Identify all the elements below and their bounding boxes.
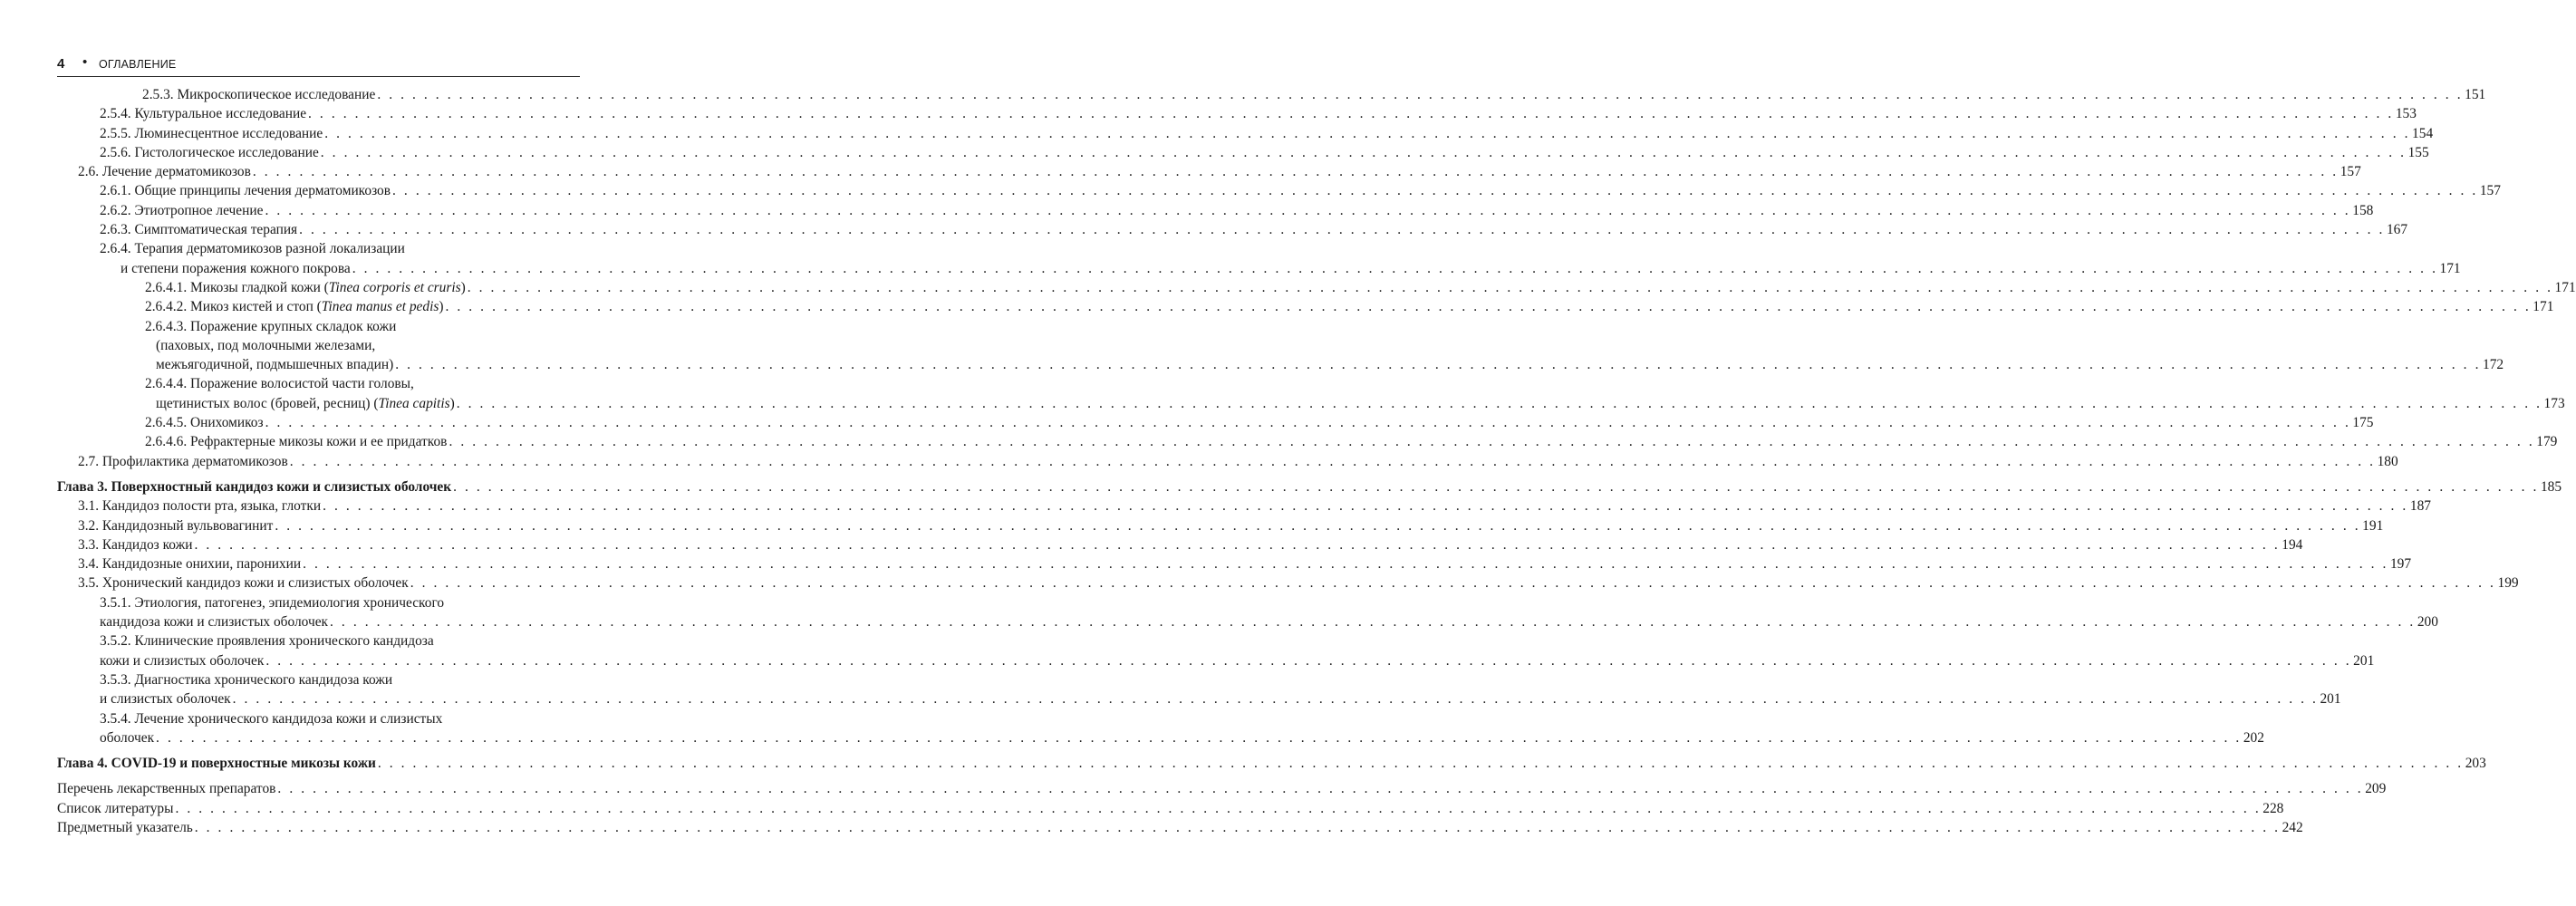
toc-entry-page: 202 — [2243, 729, 2264, 746]
toc-entry-page: 171 — [2554, 279, 2576, 295]
toc-entry-2-5-4 — [57, 104, 2417, 123]
toc-entry-text: Список литературы — [57, 800, 174, 816]
leader-dots — [395, 355, 2481, 374]
toc-entry-page: 154 — [2412, 125, 2434, 141]
toc-entry-text: 2.5.6. Гистологическое исследование — [100, 144, 319, 160]
table-of-contents — [57, 85, 2576, 837]
latin-term: Tinea corporis et cruris — [328, 279, 461, 295]
leader-dots — [457, 394, 2542, 413]
leader-dots — [449, 432, 2534, 451]
toc-entry-2-6-4-4 — [57, 374, 2565, 413]
toc-entry-page: 209 — [2365, 781, 2387, 797]
toc-entry-2-6-4-2 — [57, 297, 2554, 316]
leader-dots — [299, 220, 2385, 239]
toc-entry-2-6-4-1 — [57, 278, 2576, 297]
toc-entry-text: 3.3. Кандидоз кожи — [78, 536, 193, 553]
toc-entry-page: 158 — [2352, 202, 2374, 218]
toc-entry-text: 2.6.4.5. Онихомикоз — [145, 415, 264, 431]
toc-entry-page: 197 — [2389, 556, 2412, 573]
toc-entry-page: 242 — [2282, 819, 2303, 835]
toc-entry-2-7 — [57, 452, 2398, 471]
toc-entry-page: 201 — [2353, 652, 2375, 669]
toc-entry-text: 2.5.4. Культуральное исследование — [100, 106, 307, 122]
toc-entry-page: 157 — [2340, 164, 2361, 180]
toc-entry-3-5-2 — [57, 631, 2375, 670]
toc-entry-2-6-4-5 — [57, 413, 2374, 432]
leader-dots — [377, 85, 2463, 104]
running-header — [57, 54, 580, 77]
latin-term: Tinea manus et pedis — [321, 299, 439, 315]
toc-entry-drug-list — [57, 779, 2387, 798]
toc-entry-page: 171 — [2439, 260, 2461, 276]
toc-entry-text: 3.5.3. Диагностика хронического кандидоза кожи — [100, 671, 393, 688]
toc-entry-text: 2.5.3. Микроскопическое исследование — [142, 87, 376, 102]
toc-entry-text-cont: и степени поражения кожного покрова — [121, 260, 351, 276]
leader-dots — [265, 201, 2350, 220]
toc-chapter-title: Глава 4. COVID-19 и поверхностные микозы кожи — [57, 756, 376, 772]
leader-dots — [194, 535, 2280, 554]
toc-entry-page: 199 — [2497, 575, 2519, 592]
toc-entry-page: 194 — [2282, 536, 2303, 553]
toc-entry-text-cont: щетинистых волос (бровей, ресниц) (Tinea capitis) — [156, 395, 455, 411]
toc-entry-2-6-3 — [57, 220, 2408, 239]
toc-entry-3-4 — [57, 554, 2412, 573]
toc-entry-text-cont: и слизистых оболочек — [100, 691, 231, 708]
toc-entry-text: 2.6.2. Этиотропное лечение — [100, 202, 264, 218]
toc-entry-text: 3.4. Кандидозные онихии, паронихии — [78, 556, 302, 573]
toc-entry-text: 2.6.4.6. Рефрактерные микозы кожи и ее придатков — [145, 434, 448, 450]
toc-entry-page: 187 — [2409, 498, 2431, 515]
leader-dots — [175, 799, 2261, 818]
leader-dots — [392, 181, 2478, 200]
leader-dots — [265, 413, 2351, 432]
toc-entry-page: 155 — [2407, 144, 2429, 160]
toc-entry-2-6-4 — [57, 239, 2461, 278]
toc-chapter-title: Глава 3. Поверхностный кандидоз кожи и слизистых оболочек — [57, 478, 452, 495]
toc-entry-page: 203 — [2465, 756, 2486, 772]
toc-entry-page: 185 — [2540, 478, 2562, 495]
toc-entry-page: 180 — [2377, 453, 2398, 469]
toc-entry-2-6-4-3 — [57, 317, 2504, 375]
toc-entry-chapter-4 — [57, 754, 2486, 773]
toc-entry-text: 2.7. Профилактика дерматомикозов — [78, 453, 288, 469]
toc-entry-text-cont: межъягодичной, подмышечных впадин) — [156, 357, 394, 373]
leader-dots — [195, 818, 2281, 837]
toc-entry-text: 2.6.4.1. Микозы гладкой кожи (Tinea corporis et cruris) — [145, 279, 466, 295]
leader-dots — [468, 278, 2553, 297]
toc-entry-page: 173 — [2543, 395, 2565, 411]
toc-entry-text: 3.5.1. Этиология, патогенез, эпидемиология хронического — [100, 594, 445, 611]
leader-dots — [453, 477, 2539, 496]
toc-entry-2-6-4-6 — [57, 432, 2558, 451]
leader-dots — [410, 573, 2496, 593]
toc-entry-page: 151 — [2465, 87, 2486, 102]
leader-dots — [323, 496, 2408, 516]
leader-dots — [330, 612, 2416, 631]
toc-entry-page: 179 — [2536, 434, 2558, 450]
toc-entry-chapter-3 — [57, 477, 2562, 496]
toc-entry-text: 2.6.4. Терапия дерматомикозов разной локализации — [100, 241, 405, 257]
latin-term: Tinea capitis — [378, 395, 450, 411]
toc-entry-page: 201 — [2320, 691, 2341, 708]
toc-entry-2-6-1 — [57, 181, 2501, 200]
toc-entry-page: 175 — [2352, 415, 2374, 431]
leader-dots — [290, 452, 2376, 471]
toc-entry-3-2 — [57, 516, 2384, 535]
toc-entry-text: 2.6.1. Общие принципы лечения дерматомикозов — [100, 183, 391, 199]
toc-entry-2-5-5 — [57, 124, 2434, 143]
toc-entry-text: 3.5. Хронический кандидоз кожи и слизистых оболочек — [78, 575, 409, 592]
toc-entry-3-5 — [57, 573, 2519, 593]
toc-entry-text: 3.2. Кандидозный вульвовагинит — [78, 517, 274, 534]
toc-entry-3-5-4 — [57, 709, 2264, 748]
toc-entry-2-5-3 — [57, 85, 2486, 104]
leader-dots — [233, 689, 2319, 708]
toc-entry-3-3 — [57, 535, 2303, 554]
toc-entry-text: Перечень лекарственных препаратов — [57, 781, 276, 797]
bullet-icon: • — [82, 54, 88, 70]
toc-entry-text: 3.5.4. Лечение хронического кандидоза кожи и слизистых — [100, 710, 443, 727]
toc-entry-page: 157 — [2479, 183, 2501, 199]
toc-entry-text: 2.6.4.2. Микоз кистей и стоп (Tinea manus et pedis) — [145, 299, 444, 315]
toc-entry-text: 2.5.5. Люминесцентное исследование — [100, 125, 323, 141]
toc-entry-page: 191 — [2362, 517, 2384, 534]
page-number: 4 — [57, 56, 65, 72]
toc-entry-text: 2.6.4.3. Поражение крупных складок кожи — [145, 318, 397, 334]
leader-dots — [253, 162, 2339, 181]
toc-entry-3-5-1 — [57, 593, 2438, 632]
toc-entry-text-cont: оболочек — [100, 729, 155, 746]
toc-entry-text: 2.6.3. Симптоматическая терапия — [100, 222, 298, 238]
leader-dots — [156, 728, 2242, 747]
toc-entry-2-5-6 — [57, 143, 2429, 162]
header-title: ОГЛАВЛЕНИЕ — [99, 58, 177, 71]
leader-dots — [445, 297, 2531, 316]
toc-entry-text: 3.1. Кандидоз полости рта, языка, глотки — [78, 498, 322, 515]
leader-dots — [303, 554, 2388, 573]
leader-dots — [378, 754, 2464, 773]
leader-dots — [324, 124, 2410, 143]
toc-entry-subject-index — [57, 818, 2303, 837]
toc-entry-page: 153 — [2395, 106, 2417, 122]
toc-entry-3-5-3 — [57, 670, 2341, 709]
toc-entry-2-6-2 — [57, 201, 2374, 220]
toc-entry-text-cont: (паховых, под молочными железами, — [156, 337, 376, 353]
leader-dots — [308, 104, 2394, 123]
toc-entry-text-cont: кожи и слизистых оболочек — [100, 652, 265, 669]
toc-entry-page: 171 — [2533, 299, 2554, 315]
toc-entry-text: 3.5.2. Клинические проявления хронического кандидоза — [100, 633, 434, 650]
toc-entry-page: 228 — [2262, 800, 2284, 816]
toc-entry-text: 2.6.4.4. Поражение волосистой части головы, — [145, 376, 414, 392]
toc-entry-text: 2.6. Лечение дерматомикозов — [78, 164, 251, 180]
leader-dots — [352, 259, 2438, 278]
toc-entry-bibliography — [57, 799, 2284, 818]
toc-entry-page: 172 — [2483, 357, 2504, 373]
leader-dots — [277, 779, 2363, 798]
leader-dots — [265, 651, 2351, 670]
toc-entry-text-cont: кандидоза кожи и слизистых оболочек — [100, 614, 329, 631]
toc-entry-page: 200 — [2417, 614, 2438, 631]
toc-entry-3-1 — [57, 496, 2431, 516]
toc-entry-page: 167 — [2386, 222, 2408, 238]
toc-entry-2-6 — [57, 162, 2361, 181]
leader-dots — [275, 516, 2360, 535]
leader-dots — [321, 143, 2407, 162]
toc-entry-text: Предметный указатель — [57, 819, 193, 835]
